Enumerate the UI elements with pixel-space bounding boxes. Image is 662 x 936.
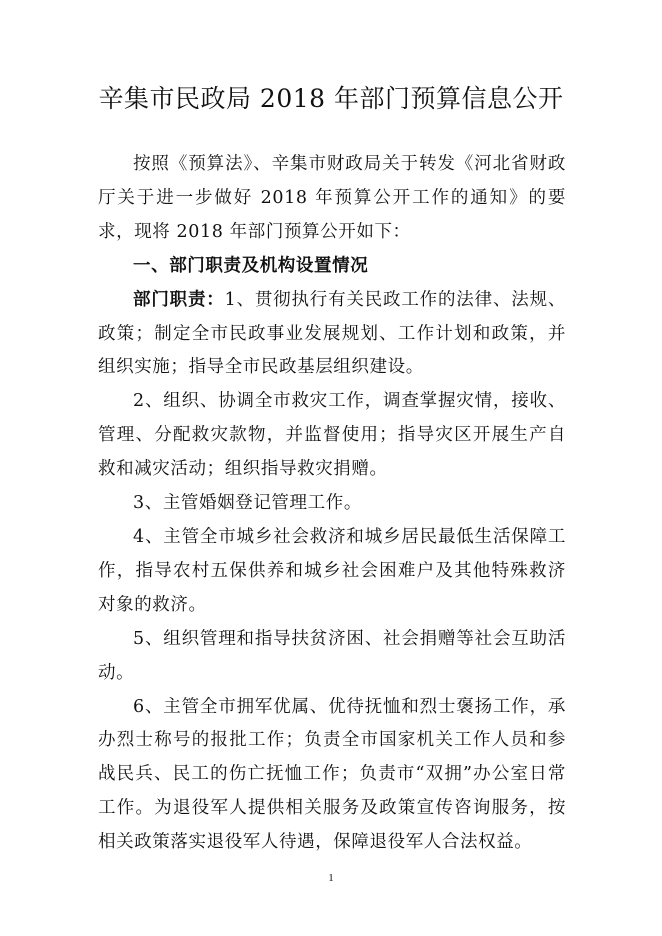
document-title: 辛集市民政局 2018 年部门预算信息公开 xyxy=(98,84,564,113)
page-number: 1 xyxy=(328,872,334,884)
duty-item-2: 2、组织、协调全市救灾工作，调查掌握灾情，接收、管理、分配救灾款物，并监督使用；指导灾区开展生产自救和减灾活动；组织指导救灾捐赠。 xyxy=(98,391,566,480)
intro-paragraph: 按照《预算法》、辛集市财政局关于转发《河北省财政厅关于进一步做好 2018 年预算公开工作的通知》的要求，现将 2018 年部门预算公开如下： xyxy=(98,154,566,242)
duty-item-1 xyxy=(98,284,566,386)
duty-item-6: 6、主管全市拥军优属、优待抚恤和烈士褒扬工作，承办烈士称号的报批工作；负责全市国家机关工作人员和参战民兵、民工的伤亡抚恤工作；负责市“双拥”办公室日常工作。为退役军人提供相关服务及政策宣传咨询服务，按相关政策落实退役军人待遇，保障退役军人合法权益。 xyxy=(98,696,566,853)
duty-item-5: 5、组织管理和指导扶贫济困、社会捐赠等社会互助活动。 xyxy=(98,628,566,683)
duty-item-1-text: 1、贯彻执行有关民政工作的法律、法规、政策；制定全市民政事业发展规划、工作计划和政策，并组织实施；指导全市民政基层组织建设。 xyxy=(98,289,566,378)
document-body xyxy=(98,146,566,860)
section-heading: 一、部门职责及机构设置情况 xyxy=(133,255,369,276)
duty-item-4: 4、主管全市城乡社会救济和城乡居民最低生活保障工作，指导农村五保供养和城乡社会困难户及其他特殊救济对象的救济。 xyxy=(98,526,566,615)
duties-lead-label: 部门职责： xyxy=(133,289,225,310)
duty-item-3: 3、主管婚姻登记管理工作。 xyxy=(133,493,362,514)
